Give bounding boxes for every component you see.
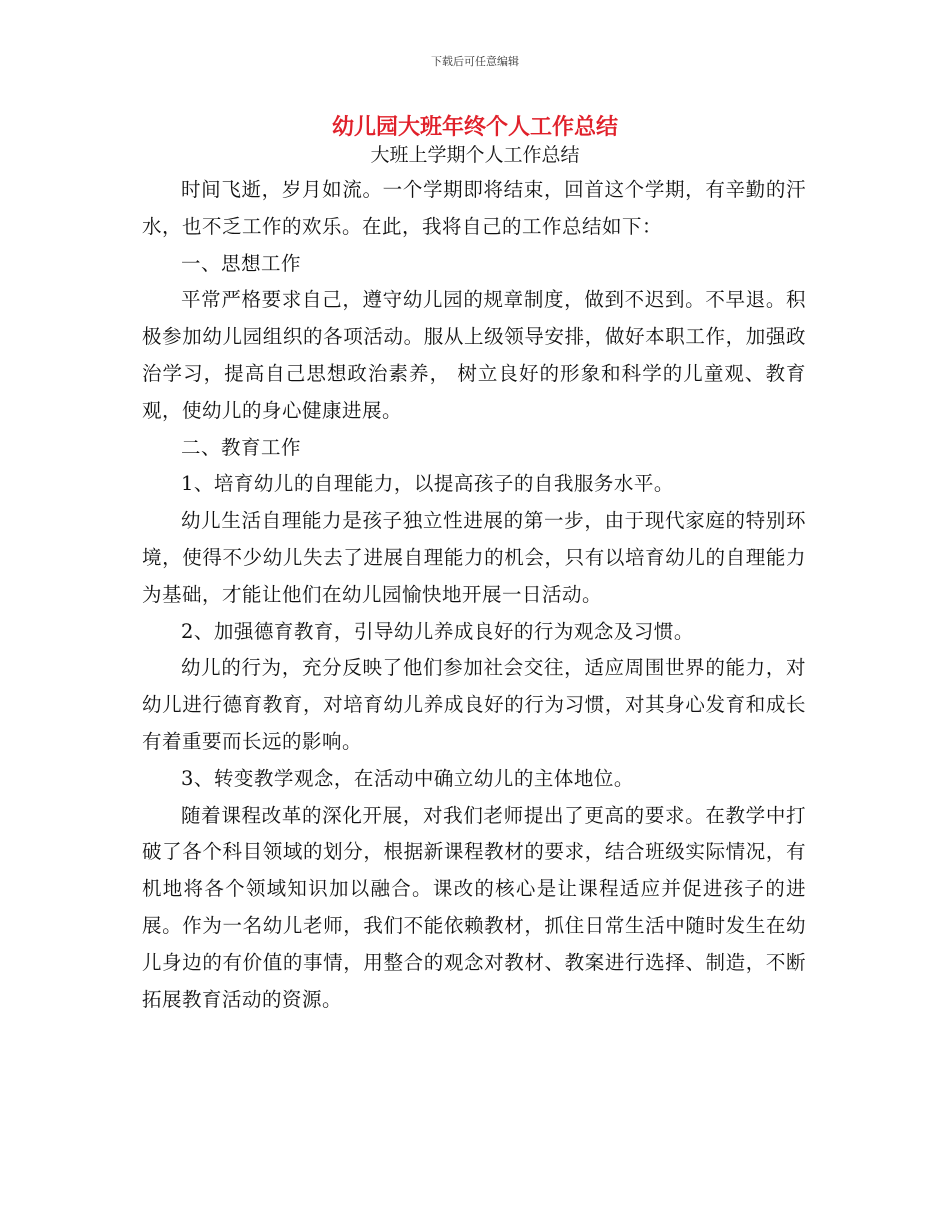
paragraph-moral-education: 幼儿的行为，充分反映了他们参加社会交往，适应周围世界的能力，对幼儿进行德育教育，对培育幼儿养成良好的行为习惯，对其身心发育和成长有着重要而长远的影响。: [142, 656, 806, 753]
section-heading-education: 二、教育工作: [181, 435, 302, 459]
document-body: [142, 172, 806, 1018]
document-title: 幼儿园大班年终个人工作总结: [331, 115, 618, 140]
paragraph-teaching-concept: 随着课程改革的深化开展，对我们老师提出了更高的要求。在教学中打破了各个科目领域的划分，根据新课程教材的要求，结合班级实际情况，有机地将各个领域知识加以融合。课改的核心是让课程适应并促进孩子的进展。作为一名幼儿老师，我们不能依赖教材，抓住日常生活中随时发生在幼儿身边的有价值的事情，用整合的观念对教材、教案进行选择、制造，不断拓展教育活动的资源。: [142, 803, 806, 1011]
header-note: 下载后可任意编辑: [431, 55, 519, 68]
paragraph-intro: 时间飞逝，岁月如流。一个学期即将结束，回首这个学期，有辛勤的汗水，也不乏工作的欢乐。在此，我将自己的工作总结如下：: [142, 178, 806, 238]
subheading-self-care: 1、培育幼儿的自理能力，以提高孩子的自我服务水平。: [181, 472, 674, 496]
subheading-teaching-concept: 3、转变教学观念，在活动中确立幼儿的主体地位。: [181, 766, 634, 790]
paragraph-thinking: 平常严格要求自己，遵守幼儿园的规章制度，做到不迟到。不早退。积极参加幼儿园组织的各项活动。服从上级领导安排，做好本职工作，加强政治学习，提高自己思想政治素养， 树立良好的形象和科学的儿童观、教育观，使幼儿的身心健康进展。: [142, 288, 806, 422]
section-heading-thinking: 一、思想工作: [181, 251, 302, 275]
subheading-moral-education: 2、加强德育教育，引导幼儿养成良好的行为观念及习惯。: [181, 619, 694, 643]
paragraph-self-care: 幼儿生活自理能力是孩子独立性进展的第一步，由于现代家庭的特别环境，使得不少幼儿失去了进展自理能力的机会，只有以培育幼儿的自理能力为基础，才能让他们在幼儿园愉快地开展一日活动。: [142, 509, 806, 606]
document-subtitle: 大班上学期个人工作总结: [370, 144, 580, 166]
